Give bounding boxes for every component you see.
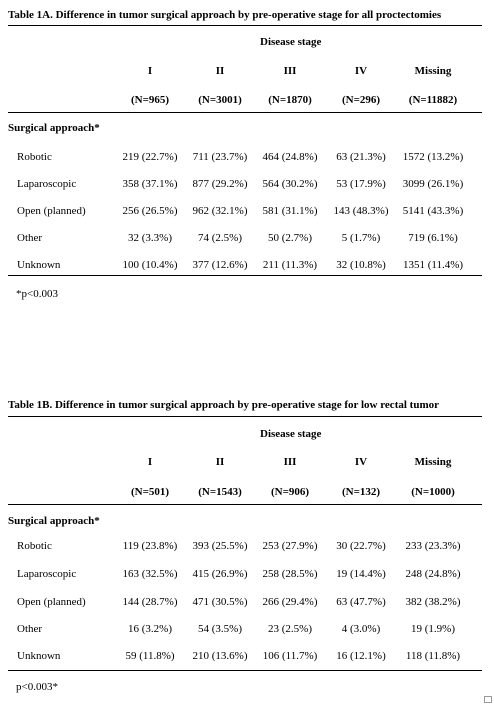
table-cell: 415 (26.9%) (192, 568, 248, 580)
section-label: Surgical approach* (8, 515, 100, 527)
row-label: Other (17, 623, 43, 635)
table-cell: 144 (28.7%) (122, 596, 178, 608)
table-cell: 248 (24.8%) (405, 568, 461, 580)
table-cell: 5141 (43.3%) (402, 205, 464, 217)
section-label: Surgical approach* (8, 122, 100, 134)
table-cell: 233 (23.3%) (405, 540, 461, 552)
column-header: III (283, 456, 297, 468)
column-header: Missing (414, 456, 452, 468)
column-header: II (215, 65, 225, 77)
row-label: Open (planned) (17, 205, 86, 217)
row-label: Other (17, 232, 43, 244)
table-cell: 163 (32.5%) (122, 568, 178, 580)
column-count: (N=906) (270, 486, 310, 498)
table-cell: 118 (11.8%) (405, 650, 461, 662)
column-count: (N=1870) (268, 94, 312, 106)
table-cell: 74 (2.5%) (198, 232, 242, 244)
table-caption: Table 1A. Difference in tumor surgical approach by pre-operative stage for all proctectomies (8, 9, 442, 21)
column-count: (N=11882) (408, 94, 458, 106)
table-cell: 50 (2.7%) (268, 232, 312, 244)
table-cell: 59 (11.8%) (125, 650, 175, 662)
group-header: Disease stage (260, 36, 322, 48)
table-cell: 471 (30.5%) (192, 596, 248, 608)
column-header: III (283, 65, 297, 77)
table-bottom-rule (8, 670, 482, 671)
table-cell: 219 (22.7%) (122, 151, 178, 163)
table-cell: 30 (22.7%) (336, 540, 386, 552)
column-count: (N=296) (341, 94, 381, 106)
row-label: Unknown (17, 259, 61, 271)
table-caption: Table 1B. Difference in tumor surgical approach by pre-operative stage for low rectal tumor (8, 399, 439, 411)
column-header: I (147, 456, 153, 468)
table-cell: 16 (3.2%) (128, 623, 172, 635)
table-cell: 877 (29.2%) (192, 178, 248, 190)
column-count: (N=965) (130, 94, 170, 106)
table-top-rule (8, 25, 482, 26)
column-count: (N=3001) (198, 94, 242, 106)
table-cell: 16 (12.1%) (336, 650, 386, 662)
table-cell: 266 (29.4%) (262, 596, 318, 608)
row-label: Unknown (17, 650, 61, 662)
row-label: Robotic (17, 151, 52, 163)
table-1b (8, 398, 482, 693)
table-cell: 211 (11.3%) (262, 259, 318, 271)
table-cell: 719 (6.1%) (408, 232, 458, 244)
column-header: II (215, 456, 225, 468)
column-header: IV (354, 65, 368, 77)
table-cell: 564 (30.2%) (262, 178, 318, 190)
table-cell: 377 (12.6%) (192, 259, 248, 271)
table-cell: 5 (1.7%) (341, 232, 381, 244)
table-cell: 63 (21.3%) (336, 151, 386, 163)
column-header: IV (354, 456, 368, 468)
row-label: Robotic (17, 540, 52, 552)
table-cell: 581 (31.1%) (262, 205, 318, 217)
table-cell: 1572 (13.2%) (402, 151, 464, 163)
header-bottom-rule (8, 504, 482, 505)
table-cell: 256 (26.5%) (122, 205, 178, 217)
table-cell: 54 (3.5%) (198, 623, 242, 635)
table-cell: 32 (3.3%) (128, 232, 172, 244)
table-cell: 711 (23.7%) (192, 151, 248, 163)
table-cell: 19 (14.4%) (336, 568, 386, 580)
table-bottom-rule (8, 275, 482, 276)
header-bottom-rule (8, 112, 482, 113)
table-cell: 63 (47.7%) (336, 596, 386, 608)
table-cell: 53 (17.9%) (336, 178, 386, 190)
table-cell: 1351 (11.4%) (402, 259, 464, 271)
row-label: Laparoscopic (17, 178, 77, 190)
table-cell: 19 (1.9%) (411, 623, 455, 635)
table-cell: 32 (10.8%) (336, 259, 386, 271)
table-cell: 119 (23.8%) (122, 540, 178, 552)
resize-handle-icon (484, 696, 492, 703)
table-cell: 4 (3.0%) (341, 623, 381, 635)
table-cell: 464 (24.8%) (262, 151, 318, 163)
table-cell: 382 (38.2%) (405, 596, 461, 608)
table-cell: 253 (27.9%) (262, 540, 318, 552)
column-header: Missing (414, 65, 452, 77)
table-cell: 23 (2.5%) (268, 623, 312, 635)
table-cell: 106 (11.7%) (262, 650, 318, 662)
table-top-rule (8, 416, 482, 417)
column-count: (N=501) (130, 486, 170, 498)
table-cell: 143 (48.3%) (333, 205, 389, 217)
row-label: Laparoscopic (17, 568, 77, 580)
table-cell: 100 (10.4%) (122, 259, 178, 271)
column-count: (N=132) (341, 486, 381, 498)
table-cell: 3099 (26.1%) (402, 178, 464, 190)
footnote: p<0.003* (16, 681, 58, 693)
group-header: Disease stage (260, 428, 322, 440)
footnote: *p<0.003 (16, 288, 58, 300)
table-1a (8, 8, 482, 300)
table-cell: 393 (25.5%) (192, 540, 248, 552)
column-header: I (147, 65, 153, 77)
table-cell: 358 (37.1%) (122, 178, 178, 190)
table-cell: 962 (32.1%) (192, 205, 248, 217)
row-label: Open (planned) (17, 596, 86, 608)
table-cell: 258 (28.5%) (262, 568, 318, 580)
column-count: (N=1543) (198, 486, 242, 498)
table-cell: 210 (13.6%) (192, 650, 248, 662)
column-count: (N=1000) (411, 486, 455, 498)
